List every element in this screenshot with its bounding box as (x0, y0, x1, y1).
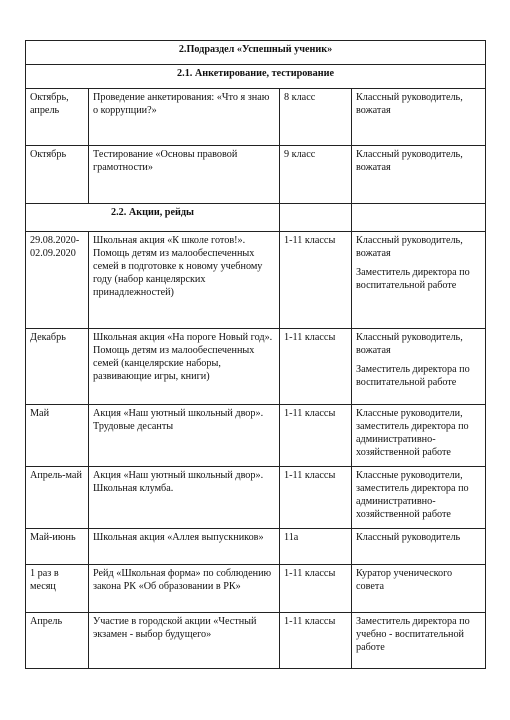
responsible-text: Классный руководитель, вожатая (356, 92, 463, 116)
date-cell: Октябрь (26, 146, 89, 204)
participants-cell: 8 класс (280, 89, 352, 146)
date-cell: Апрель-май (26, 467, 89, 529)
date-cell: Май-июнь (26, 529, 89, 565)
table-row (26, 146, 486, 204)
event-cell: Тестирование «Основы правовой грамотности» (89, 146, 280, 204)
responsible-cell (352, 232, 486, 329)
section-heading-row (26, 204, 486, 232)
table-row (26, 565, 486, 613)
date-cell: 29.08.2020-02.09.2020 (26, 232, 89, 329)
subsection-heading: 2.Подраздел «Успешный ученик» (26, 41, 486, 65)
event-cell: Проведение анкетирования: «Что я знаю о коррупции?» (89, 89, 280, 146)
participants-cell: 1-11 классы (280, 613, 352, 669)
responsible-text: Классный руководитель, вожатая (356, 149, 463, 173)
table-row (26, 467, 486, 529)
subsection-heading-row (26, 41, 486, 65)
responsible-cell (352, 405, 486, 467)
responsible-text: Классные руководители, заместитель директора по административно-хозяйственной работе (356, 470, 469, 520)
event-cell: Акция «Наш уютный школьный двор». Школьная клумба. (89, 467, 280, 529)
responsible-cell (352, 329, 486, 405)
participants-cell: 1-11 классы (280, 467, 352, 529)
responsible-text: Классный руководитель (356, 532, 461, 543)
participants-cell: 1-11 классы (280, 232, 352, 329)
responsible-text: Классный руководитель, вожатая (356, 332, 463, 356)
responsible-cell (352, 467, 486, 529)
table-row (26, 613, 486, 669)
responsible-cell (352, 89, 486, 146)
responsible-cell (352, 613, 486, 669)
responsible-text: Заместитель директора по воспитательной работе (356, 267, 470, 291)
event-cell: Акция «Наш уютный школьный двор». Трудовые десанты (89, 405, 280, 467)
date-cell: Декабрь (26, 329, 89, 405)
participants-cell: 9 класс (280, 146, 352, 204)
participants-cell: 1-11 классы (280, 405, 352, 467)
table-row (26, 232, 486, 329)
date-cell: Май (26, 405, 89, 467)
participants-cell: 11а (280, 529, 352, 565)
date-cell: Апрель (26, 613, 89, 669)
section-heading-row (26, 65, 486, 89)
event-cell: Школьная акция «Аллея выпускников» (89, 529, 280, 565)
responsible-cell (352, 565, 486, 613)
table-row (26, 89, 486, 146)
responsible-text: Классный руководитель, вожатая (356, 235, 463, 259)
event-cell: Школьная акция «К школе готов!». Помощь детям из малообеспеченных семей в подготовке к новому учебному году (набор канцелярских принадлежностей) (89, 232, 280, 329)
responsible-text: Классные руководители, заместитель директора по административно-хозяйственной работе (356, 408, 469, 458)
empty-cell (280, 204, 352, 232)
table-row (26, 405, 486, 467)
participants-cell: 1-11 классы (280, 565, 352, 613)
table-row (26, 329, 486, 405)
section-heading-actions: 2.2. Акции, рейды (26, 204, 280, 232)
responsible-cell (352, 529, 486, 565)
responsible-text: Куратор ученического совета (356, 568, 453, 592)
event-cell: Участие в городской акции «Честный экзамен - выбор будущего» (89, 613, 280, 669)
participants-cell: 1-11 классы (280, 329, 352, 405)
responsible-text: Заместитель директора по учебно - воспитательной работе (356, 616, 470, 653)
table-row (26, 529, 486, 565)
section-heading-survey: 2.1. Анкетирование, тестирование (26, 65, 486, 89)
event-cell: Школьная акция «На пороге Новый год». Помощь детям из малообеспеченных семей (канцелярские наборы, развивающие игры, книги) (89, 329, 280, 405)
date-cell: 1 раз в месяц (26, 565, 89, 613)
event-cell: Рейд «Школьная форма» по соблюдению закона РК «Об образовании в РК» (89, 565, 280, 613)
date-cell: Октябрь, апрель (26, 89, 89, 146)
responsible-text: Заместитель директора по воспитательной работе (356, 364, 470, 388)
responsible-cell (352, 146, 486, 204)
plan-table (25, 40, 486, 669)
empty-cell (352, 204, 486, 232)
